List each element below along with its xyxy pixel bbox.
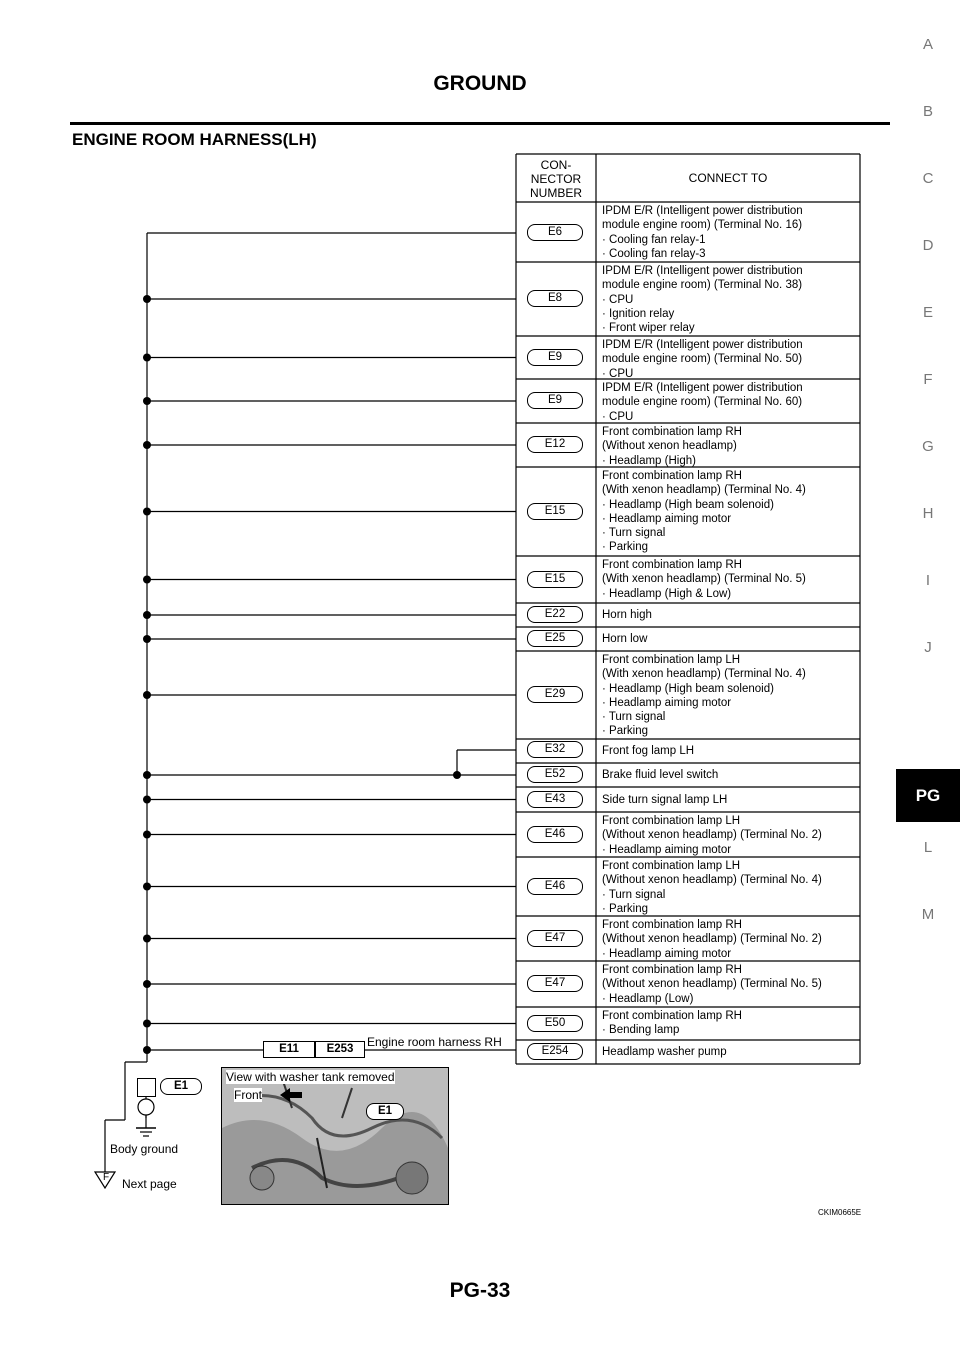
connect-to-line: (Without xenon headlamp): [602, 440, 737, 453]
connect-to-line: · Headlamp aiming motor: [602, 843, 732, 856]
connect-to-line: Front combination lamp RH: [602, 919, 742, 931]
next-page-letter: F: [103, 1172, 110, 1183]
connect-to-line: (Without xenon headlamp) (Terminal No. 4): [602, 874, 822, 887]
connect-to-line: Headlamp washer pump: [602, 1046, 727, 1058]
connect-to-line: module engine room) (Terminal No. 60): [602, 396, 803, 409]
connect-to-line: Front combination lamp LH: [602, 860, 741, 872]
connect-to-line: (Without xenon headlamp) (Terminal No. 5): [602, 978, 822, 991]
body-ground-label: Body ground: [110, 1142, 179, 1156]
splice-dot: [143, 397, 151, 405]
connect-to-line: Front combination lamp LH: [602, 654, 741, 666]
connector-tag: E52: [527, 766, 583, 783]
connect-to-line: Front combination lamp RH: [602, 426, 742, 438]
connector-tag: E9: [527, 392, 583, 409]
connect-to-line: (With xenon headlamp) (Terminal No. 4): [602, 668, 806, 681]
page-number: PG-33: [449, 1279, 511, 1302]
connect-to-line: module engine room) (Terminal No. 16): [602, 219, 803, 232]
connect-to-line: IPDM E/R (Intelligent power distribution: [602, 382, 803, 394]
splice-dot: [143, 508, 151, 516]
connect-to-cell: [602, 425, 742, 468]
engine-photo: [221, 1067, 449, 1205]
table-header-connector-line: CON-: [540, 158, 572, 172]
figure-code: CKIM0665E: [818, 1208, 862, 1217]
connect-to-line: (Without xenon headlamp) (Terminal No. 2): [602, 933, 822, 946]
connector-tag: E22: [527, 606, 583, 623]
connect-to-line: Horn low: [602, 633, 648, 645]
connect-to-cell: [602, 918, 822, 961]
junction-connector-left: E11: [263, 1041, 315, 1058]
splice-dot: [453, 771, 461, 779]
side-index-d: D: [922, 237, 934, 254]
connector-tag: E8: [527, 290, 583, 307]
connector-tag: E47: [527, 975, 583, 992]
connect-to-cell: [602, 469, 806, 555]
front-arrow-shaft: [288, 1092, 302, 1098]
connect-to-cell: [602, 1009, 742, 1038]
connect-to-line: (Without xenon headlamp) (Terminal No. 2): [602, 829, 822, 842]
connect-to-cell: [602, 204, 803, 261]
connect-to-cell: [602, 608, 652, 622]
connect-to-line: · Front wiper relay: [602, 322, 695, 335]
connect-to-line: (With xenon headlamp) (Terminal No. 4): [602, 484, 806, 497]
splice-dot: [143, 635, 151, 643]
connector-tag: E29: [527, 686, 583, 703]
side-index-pg: PG: [896, 769, 960, 822]
connect-to-cell: [602, 558, 806, 601]
splice-dot: [143, 354, 151, 362]
page-title: GROUND: [433, 72, 527, 95]
section-title: ENGINE ROOM HARNESS(LH): [72, 130, 317, 149]
connect-to-line: · Turn signal: [602, 711, 666, 724]
connector-tag: E47: [527, 930, 583, 947]
connect-to-line: · Turn signal: [602, 888, 666, 901]
splice-dot: [143, 441, 151, 449]
side-index-i: I: [925, 572, 931, 589]
connect-to-line: · Headlamp (High beam solenoid): [602, 682, 774, 695]
connect-to-line: · CPU: [602, 367, 634, 380]
connect-to-cell: [602, 859, 822, 916]
connector-tag: E9: [527, 349, 583, 366]
splice-dot: [143, 980, 151, 988]
connect-to-line: · Cooling fan relay-1: [602, 233, 706, 246]
connect-to-cell: [602, 744, 694, 758]
connector-tag: E32: [527, 741, 583, 758]
connect-to-line: · Headlamp aiming motor: [602, 512, 732, 525]
connect-to-line: Front combination lamp RH: [602, 470, 742, 482]
connect-to-line: IPDM E/R (Intelligent power distribution: [602, 205, 803, 217]
photo-caption: View with washer tank removed: [226, 1070, 395, 1084]
photo-connector-tag: E1: [366, 1103, 404, 1120]
splice-dot: [143, 935, 151, 943]
ground-terminal-icon: [138, 1099, 154, 1115]
ground-connector-box: [137, 1078, 156, 1097]
ground-connector-tag: E1: [160, 1078, 202, 1095]
connect-to-line: · Parking: [602, 902, 649, 915]
connector-tag: E43: [527, 791, 583, 808]
side-index-j: J: [924, 639, 932, 656]
connect-to-line: · CPU: [602, 293, 634, 306]
connect-to-line: · Headlamp (High & Low): [602, 587, 732, 600]
connect-to-line: · Turn signal: [602, 527, 666, 540]
side-index-h: H: [922, 505, 934, 522]
side-index-l: L: [923, 839, 933, 856]
connect-to-line: IPDM E/R (Intelligent power distribution: [602, 265, 803, 277]
connect-to-line: · Headlamp (Low): [602, 992, 694, 1005]
connect-to-cell: [602, 768, 718, 782]
table-header-connector: [516, 158, 596, 200]
connect-to-line: · CPU: [602, 410, 634, 423]
connect-to-cell: [602, 814, 822, 857]
splice-dot: [143, 883, 151, 891]
connect-to-line: module engine room) (Terminal No. 38): [602, 279, 803, 292]
connect-to-line: Front fog lamp LH: [602, 745, 695, 757]
side-index-m: M: [921, 906, 935, 923]
splice-dot: [143, 576, 151, 584]
connect-to-cell: [602, 632, 647, 646]
connect-to-line: · Headlamp (High): [602, 454, 696, 467]
table-header-connect-to: CONNECT TO: [688, 171, 768, 185]
connect-to-line: (With xenon headlamp) (Terminal No. 5): [602, 573, 806, 586]
side-index-a: A: [922, 36, 933, 53]
side-index-e: E: [922, 304, 933, 321]
splice-dot: [143, 831, 151, 839]
splice-dot: [143, 611, 151, 619]
connect-to-line: module engine room) (Terminal No. 50): [602, 353, 803, 366]
connect-to-line: Side turn signal lamp LH: [602, 793, 728, 806]
connector-tag: E6: [527, 224, 583, 241]
connector-tag: E46: [527, 878, 583, 895]
connect-to-line: · Bending lamp: [602, 1024, 680, 1037]
connect-to-line: Front combination lamp LH: [602, 815, 741, 827]
connect-to-line: Front combination lamp RH: [602, 964, 742, 976]
connect-to-line: · Headlamp aiming motor: [602, 696, 732, 709]
next-page-label: Next page: [122, 1177, 177, 1191]
connect-to-line: · Parking: [602, 725, 649, 738]
side-index-g: G: [922, 438, 934, 455]
photo-front-label: Front: [234, 1088, 263, 1102]
connect-to-line: · Headlamp aiming motor: [602, 947, 732, 960]
connector-tag: E15: [527, 503, 583, 520]
connect-to-line: Front combination lamp RH: [602, 1010, 742, 1022]
connector-tag: E25: [527, 630, 583, 647]
connect-to-cell: [602, 338, 803, 381]
connect-to-line: Brake fluid level switch: [602, 769, 719, 781]
connect-to-line: Horn high: [602, 609, 652, 621]
splice-dot: [143, 295, 151, 303]
connect-to-line: Front combination lamp RH: [602, 559, 742, 571]
splice-dot: [143, 1020, 151, 1028]
table-header-connector-line: NUMBER: [529, 186, 582, 200]
connector-tag: E15: [527, 571, 583, 588]
connector-tag: E12: [527, 436, 583, 453]
connector-tag: E46: [527, 826, 583, 843]
splice-dot: [143, 796, 151, 804]
connector-tag: E50: [527, 1015, 583, 1032]
side-index-b: B: [922, 103, 933, 120]
connect-to-cell: [602, 264, 803, 335]
side-index-f: F: [923, 371, 933, 388]
connect-to-line: · Cooling fan relay-3: [602, 247, 706, 260]
junction-label: Engine room harness RH: [367, 1035, 502, 1049]
connect-to-line: · Headlamp (High beam solenoid): [602, 498, 774, 511]
side-index-c: C: [922, 170, 934, 187]
connect-to-cell: [602, 793, 727, 807]
connect-to-line: · Parking: [602, 541, 649, 554]
splice-dot: [143, 771, 151, 779]
connect-to-cell: [602, 963, 822, 1006]
connector-tag: E254: [527, 1043, 583, 1060]
connect-to-line: · Ignition relay: [602, 307, 675, 320]
connect-to-cell: [602, 1045, 727, 1059]
connect-to-line: IPDM E/R (Intelligent power distribution: [602, 339, 803, 351]
connect-to-cell: [602, 381, 803, 424]
connect-to-cell: [602, 653, 806, 739]
splice-dot: [143, 691, 151, 699]
table-header-connector-line: NECTOR: [530, 172, 582, 186]
junction-connector-right: E253: [315, 1041, 365, 1058]
